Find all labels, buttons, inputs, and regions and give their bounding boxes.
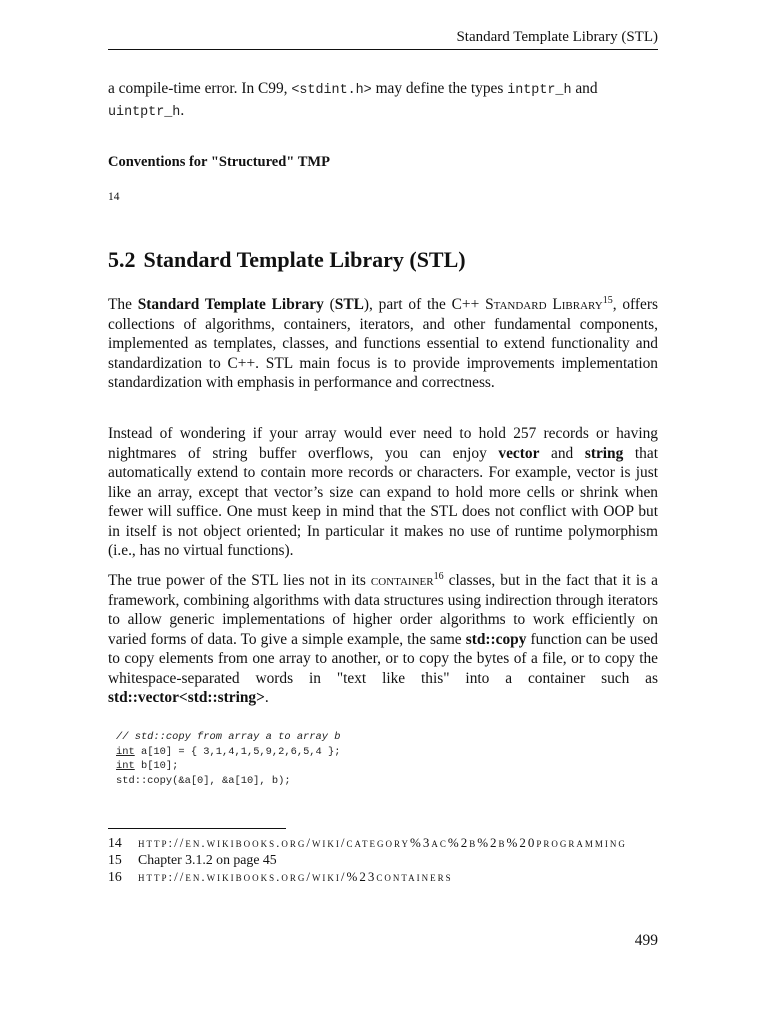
section-number: 5.2 [108,247,136,272]
paragraph-stl-power [108,571,658,708]
footnote-link[interactable]: http://en.wikibooks.org/wiki/%23containers [138,869,453,884]
bold-term: STL [334,296,364,313]
code-line: std::copy(&a[0], &a[10], b); [116,774,291,787]
tmp-heading: Conventions for "Structured" TMP [108,154,330,170]
para-text: classes, but in the fact that it is a framework, combining algorithms with data structures using indirection through iterators to allow generic implementations of higher order algorithms to work efficiently on varied forms of data. To give a simple example, the same [108,572,658,648]
footnote-text: Chapter 3.1.2 on page 45 [138,852,277,867]
intro-text: a compile-time error. In C99, [108,80,292,97]
footnote-ref[interactable]: 15 [602,294,613,306]
tmp-footnote-ref: 14 [108,191,120,203]
footnote-15 [108,851,658,868]
bold-term: vector [498,444,540,462]
paragraph-stl-intro [108,295,658,393]
code-keyword: int [116,760,135,773]
intro-paragraph [108,79,658,122]
intro-text: may define the types [371,80,508,97]
footnote-number: 14 [108,835,122,850]
document-page [108,0,658,1024]
paragraph-vector-string [108,424,658,561]
para-text: The [108,296,138,313]
footnote-ref[interactable]: 16 [433,570,444,582]
intro-text: and [571,80,598,97]
section-title [108,246,466,274]
intro-text: . [180,101,185,119]
code-comment: // std::copy from array a to array b [116,731,341,743]
para-text: function can be used to copy elements from one array to another, or to copy the bytes of a file, or to copy the whitespace-separated words in "text like this" into a container such as [108,630,658,687]
intro-code-uintptr: uintptr_h [108,104,181,120]
footnote-link[interactable]: http://en.wikibooks.org/wiki/category%3ac%2b%2b%20programming [138,835,627,850]
smallcaps-link[interactable]: container [370,572,434,589]
header-rule [108,49,658,50]
footnote-rule [108,828,286,829]
para-text: , offers collections of algorithms, containers, iterators, and other fundamental components, implemented as templates, classes, and functions essential to extend functionality and standardization to C++. STL main focus is to provide improvements implementation standardization with emphasis in performance and correctness. [108,296,658,391]
para-text: ( [323,296,335,313]
code-line: b[10]; [134,760,179,773]
bold-term: string [584,444,624,462]
intro-code-intptr: intptr_h [507,83,572,98]
code-keyword: int [116,745,135,758]
bold-term: std::copy [465,630,527,648]
footnote-14 [108,834,658,851]
para-text: The true power of the STL lies not in its [108,572,371,589]
code-line: a[10] = { 3,1,4,1,5,9,2,6,5,4 }; [134,745,341,758]
bold-term: Standard Template Library [137,296,324,313]
bold-term: std::vector<std::string> [108,689,265,706]
section-title-text: Standard Template Library (STL) [143,247,466,272]
code-listing [116,730,341,788]
para-text: Instead of wondering if your array would ever need to hold 257 records or having nightmares of string buffer overflows, you can enjoy [108,425,658,462]
running-header: Standard Template Library (STL) [456,29,658,45]
para-text: that automatically extend to contain more records or characters. For example, vector is just like an array, except that vector’s size can expand to hold more cells or shrink when fewer will suffice. One must keep in mind that the STL does not conflict with OOP but in itself is not object oriented; In particular it makes no use of runtime polymorphism (i.e., has no virtual functions). [108,444,658,559]
page-number: 499 [634,932,658,949]
footnote-number: 15 [108,852,122,867]
smallcaps-link[interactable]: Standard Library [485,296,603,313]
intro-code-stdint: <stdint.h> [291,83,372,98]
footnotes [108,834,658,885]
footnote-16 [108,868,658,885]
para-text: ), part of the C++ [363,296,486,313]
para-text: . [264,689,269,706]
para-text: and [539,444,585,462]
footnote-number: 16 [108,869,122,884]
